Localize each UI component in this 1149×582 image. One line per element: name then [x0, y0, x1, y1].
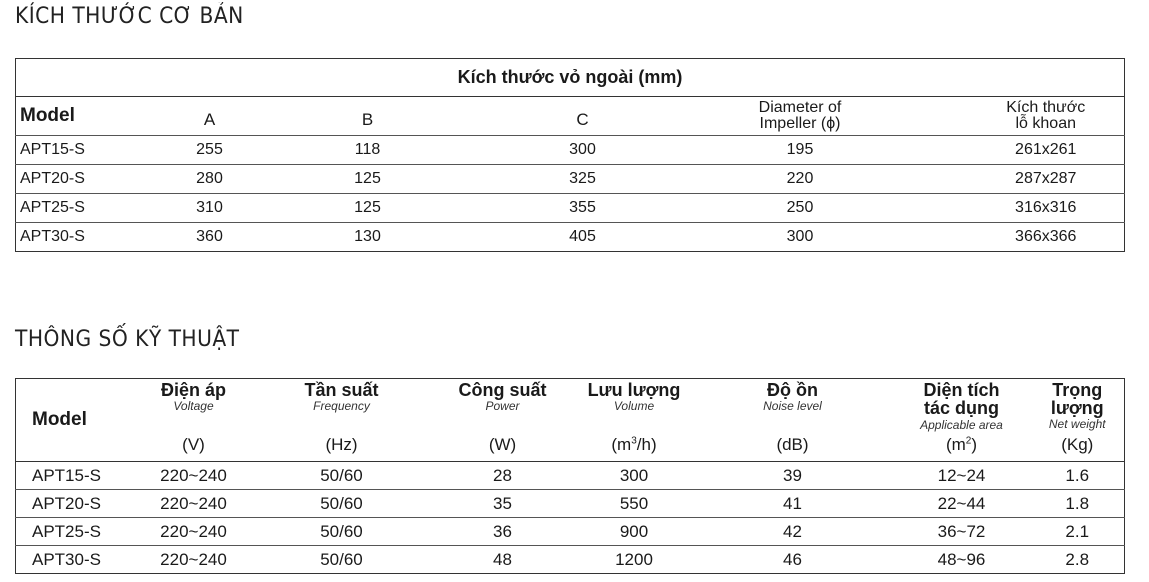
cell-power: 48: [493, 549, 512, 569]
cell-model: APT30-S: [32, 549, 101, 569]
cell-c: 355: [533, 194, 633, 223]
cell-c: 325: [533, 165, 633, 194]
header-frequency: Tần suất Frequency (Hz): [254, 379, 430, 462]
header-area: Diện tích tác dụng Applicable area $(m^2)$: [893, 379, 1031, 462]
table-row: [16, 518, 1125, 546]
table-row: [16, 194, 1125, 223]
cell-volume: 300: [576, 462, 693, 490]
cell-model: APT25-S: [16, 518, 134, 546]
cell-voltage: 220~240: [134, 490, 254, 518]
cell-weight: 2.8: [1065, 549, 1090, 569]
cell-hole: 366x366: [1015, 228, 1077, 245]
cell-a: 255: [141, 136, 279, 165]
specifications-table: [15, 378, 1125, 574]
cell-model: APT15-S: [16, 136, 141, 165]
table-caption: Kích thước vỏ ngoài (mm): [16, 59, 1125, 97]
table-header-row: [16, 379, 1125, 462]
cell-hole: 287x287: [968, 165, 1125, 194]
cell-voltage: 220~240: [160, 549, 227, 569]
header-b: B: [279, 97, 533, 136]
header-c: C: [533, 97, 633, 136]
cell-weight: 1.6: [1031, 462, 1125, 490]
header-impeller: Diameter of Impeller (ϕ): [633, 97, 968, 136]
cell-noise: 42: [693, 518, 893, 546]
cell-voltage: 220~240: [134, 518, 254, 546]
cell-frequency: 50/60: [320, 549, 363, 569]
cell-model: APT30-S: [20, 228, 85, 245]
cell-impeller: 250: [633, 194, 968, 223]
cell-noise: 46: [783, 549, 802, 569]
cell-hole: 261x261: [968, 136, 1125, 165]
cell-model: APT15-S: [16, 462, 134, 490]
cell-b: 118: [279, 136, 533, 165]
section-title-dimensions: KÍCH THƯỚC CƠ BẢN: [15, 4, 244, 29]
cell-impeller: 300: [786, 228, 814, 245]
cell-b: 130: [354, 228, 381, 245]
header-noise: Độ ồn Noise level (dB): [693, 379, 893, 462]
cell-noise: 41: [693, 490, 893, 518]
table-row: [16, 546, 1125, 574]
cell-area: 12~24: [893, 462, 1031, 490]
table-caption-row: [16, 59, 1125, 97]
cell-weight: 1.8: [1031, 490, 1125, 518]
cell-impeller: 195: [633, 136, 968, 165]
header-weight: Trọng lượng Net weight (Kg): [1031, 379, 1125, 462]
header-volume: Lưu lượng Volume $(m^3/h)$: [576, 379, 693, 462]
cell-model: APT20-S: [16, 165, 141, 194]
cell-c: 405: [569, 228, 596, 245]
cell-area: 48~96: [937, 549, 986, 569]
cell-c: 300: [533, 136, 633, 165]
cell-frequency: 50/60: [254, 462, 430, 490]
header-model: Model: [16, 97, 141, 136]
header-power: Công suất Power (W): [430, 379, 576, 462]
cell-model: APT20-S: [16, 490, 134, 518]
header-model: Model: [16, 379, 134, 462]
header-hole-size: Kích thước lỗ khoan: [968, 97, 1125, 136]
table-row: [16, 165, 1125, 194]
cell-frequency: 50/60: [254, 518, 430, 546]
cell-b: 125: [279, 165, 533, 194]
cell-power: 36: [430, 518, 576, 546]
cell-volume: 1200: [615, 549, 653, 569]
cell-hole: 316x316: [968, 194, 1125, 223]
cell-b: 125: [279, 194, 533, 223]
cell-a: 310: [141, 194, 279, 223]
cell-power: 28: [430, 462, 576, 490]
cell-impeller: 220: [633, 165, 968, 194]
cell-volume: 900: [576, 518, 693, 546]
table-row: [16, 223, 1125, 252]
header-voltage: Điện áp Voltage (V): [134, 379, 254, 462]
cell-noise: 39: [693, 462, 893, 490]
cell-model: APT25-S: [16, 194, 141, 223]
cell-a: 280: [141, 165, 279, 194]
cell-power: 35: [430, 490, 576, 518]
table-header-row: [16, 97, 1125, 136]
cell-volume: 550: [576, 490, 693, 518]
section-title-specifications: THÔNG SỐ KỸ THUẬT: [15, 327, 240, 352]
table-row: [16, 136, 1125, 165]
table-row: [16, 462, 1125, 490]
cell-a: 360: [196, 228, 223, 245]
cell-weight: 2.1: [1031, 518, 1125, 546]
cell-area: 22~44: [893, 490, 1031, 518]
cell-area: 36~72: [893, 518, 1031, 546]
cell-frequency: 50/60: [254, 490, 430, 518]
header-a: A: [141, 97, 279, 136]
cell-voltage: 220~240: [134, 462, 254, 490]
dimensions-table: [15, 58, 1125, 252]
table-row: [16, 490, 1125, 518]
